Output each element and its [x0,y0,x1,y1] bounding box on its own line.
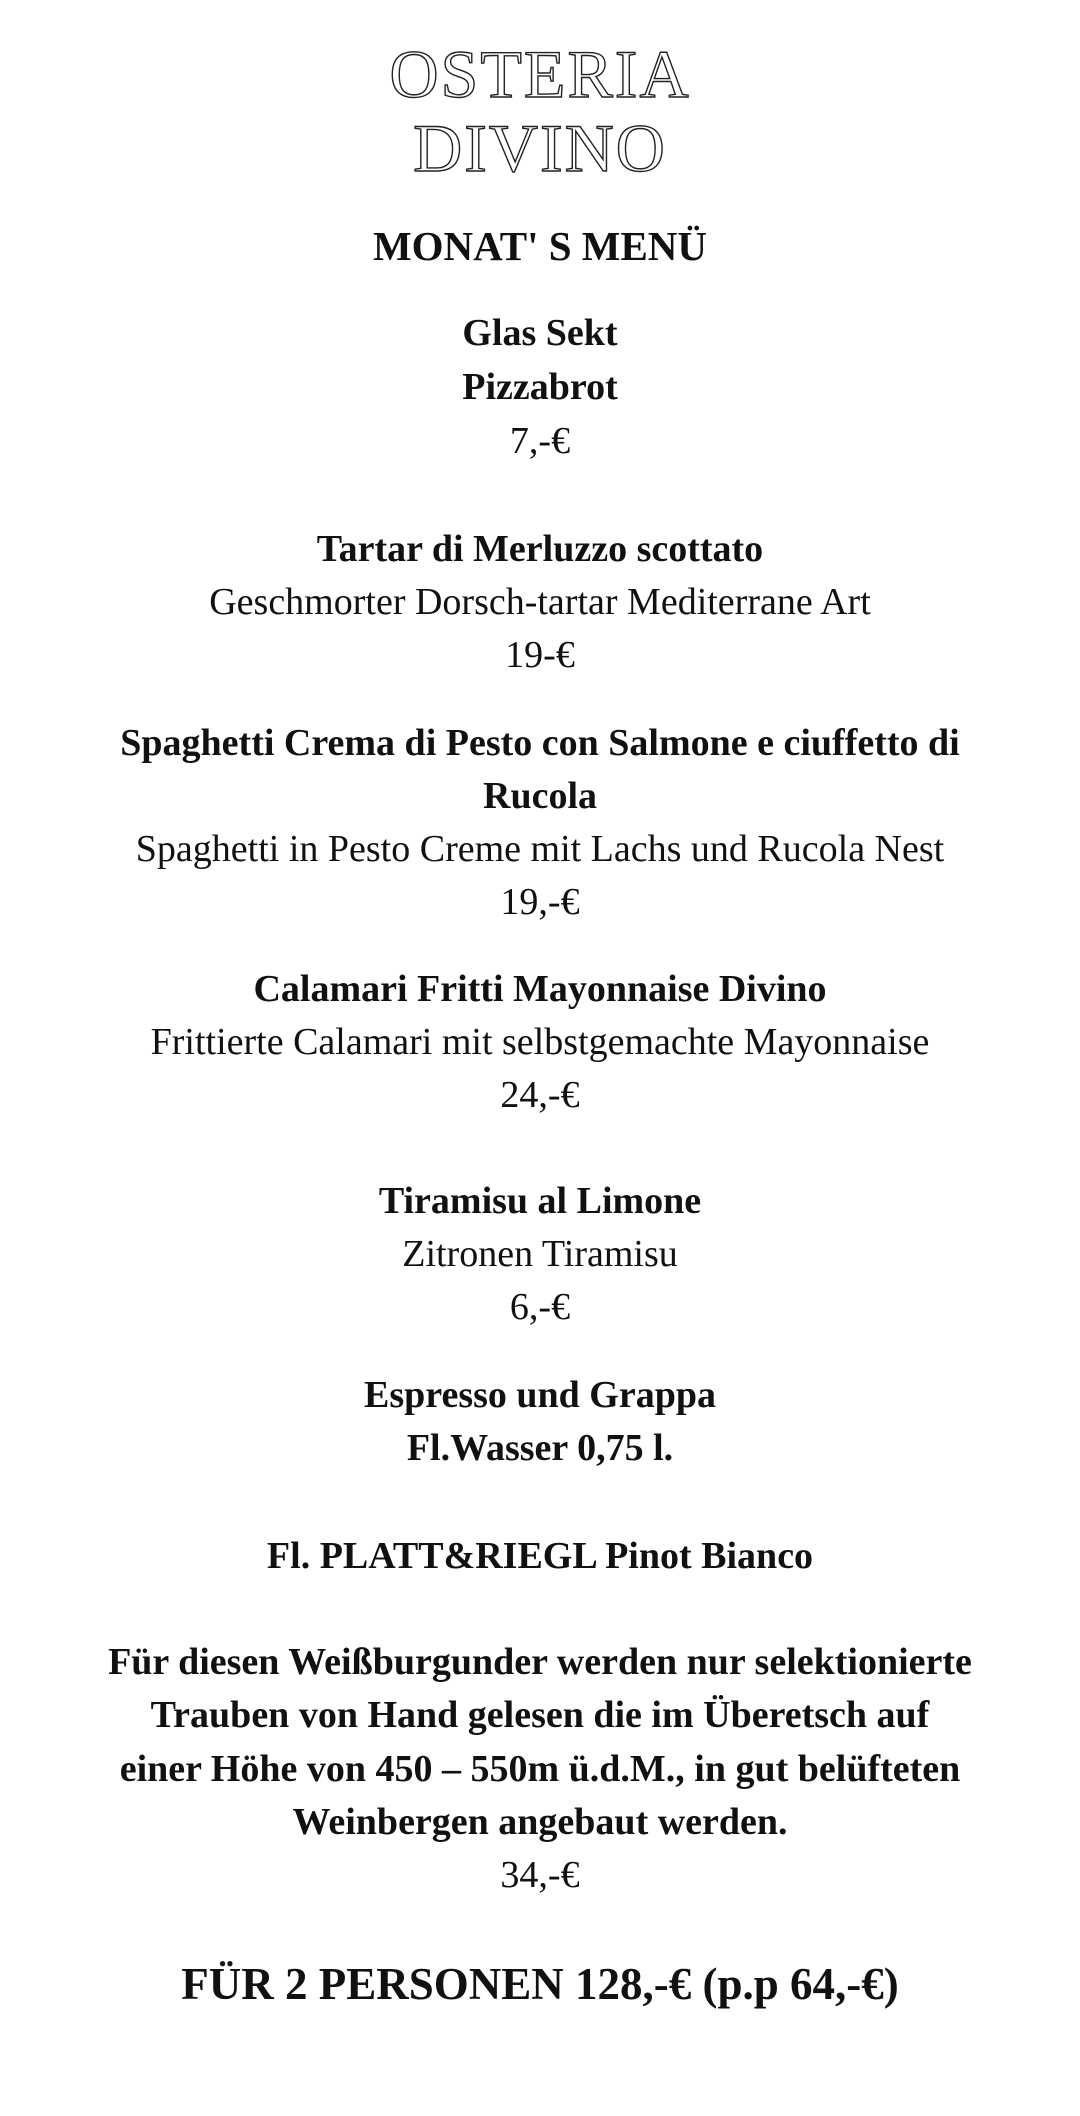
course-3-price: 19,-€ [500,881,580,923]
wine-name: Fl. PLATT&RIEGL Pinot Bianco [266,1535,814,1577]
course-1-title-line-1: Glas Sekt [462,312,618,354]
menu-title: MONAT' S MENÜ [372,223,708,269]
restaurant-name-line-2: DIVINO [413,110,667,186]
course-6-title-line-1: Espresso und Grappa [364,1374,716,1416]
course-1-price: 7,-€ [509,420,571,462]
total-price: FÜR 2 PERSONEN 128,-€ (p.p 64,-€) [181,1959,899,2009]
course-3-title-line-1: Spaghetti Crema di Pesto con Salmone e ciuffetto di [120,722,960,764]
course-2-price: 19-€ [505,634,575,676]
course-5-description: Zitronen Tiramisu [402,1233,678,1275]
course-1-title-line-2: Pizzabrot [462,366,618,408]
course-2-description: Geschmorter Dorsch-tartar Mediterrane Art [209,581,871,623]
course-5-title: Tiramisu al Limone [378,1180,702,1222]
wine-description-line-1: Für diesen Weißburgunder werden nur selektionierte [108,1641,972,1683]
restaurant-name-line-1: OSTERIA [389,36,691,112]
wine-description-line-3: einer Höhe von 450 – 550m ü.d.M., in gut belüfteten [119,1748,961,1790]
course-5-price: 6,-€ [509,1286,571,1328]
course-4-price: 24,-€ [500,1074,580,1116]
course-6-title-line-2: Fl.Wasser 0,75 l. [406,1427,674,1469]
course-3-description: Spaghetti in Pesto Creme mit Lachs und Rucola Nest [135,828,945,870]
course-2-title: Tartar di Merluzzo scottato [316,528,764,570]
wine-description-line-4: Weinbergen angebaut werden. [292,1801,788,1843]
wine-description-line-2: Trauben von Hand gelesen die im Überetsch auf [150,1694,930,1736]
course-3-title-line-2: Rucola [483,775,597,817]
course-4-description: Frittierte Calamari mit selbstgemachte Mayonnaise [150,1021,930,1063]
course-4-title: Calamari Fritti Mayonnaise Divino [253,968,827,1010]
wine-price: 34,-€ [500,1854,580,1896]
